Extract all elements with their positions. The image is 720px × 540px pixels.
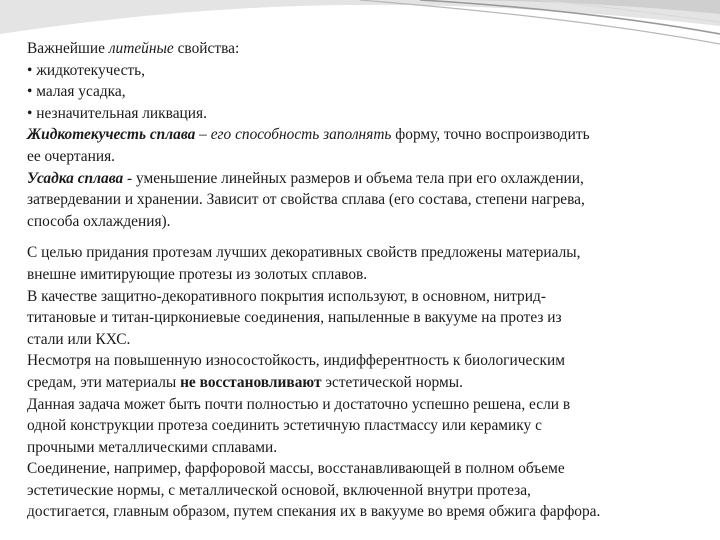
- bullet-item: • жидкотекучесть,: [27, 61, 146, 79]
- casting-properties-block: [27, 38, 711, 232]
- paragraph-line: Соединение, например, фарфоровой массы, восстанавливающей в полном объеме: [27, 460, 565, 478]
- paragraph-line: Данная задача может быть почти полностью и достаточно успешно решена, если в: [27, 395, 571, 413]
- bullet-item: • малая усадка,: [27, 83, 126, 101]
- paragraph-line: С целью придания протезам лучших декоративных свойств предложены материалы,: [27, 244, 581, 262]
- paragraph-line: одной конструкции протеза соединить эстетичную пластмассу или керамику с: [27, 417, 542, 435]
- paragraph-text: средам, эти материалы: [27, 373, 181, 391]
- slide-text: [27, 38, 711, 523]
- heading-prefix: Важнейшие: [27, 40, 109, 57]
- paragraph-line: эстетические нормы, с металлической основой, включенной внутри протеза,: [27, 481, 531, 499]
- decorative-coatings-block: [27, 242, 711, 523]
- paragraph-line: достигается, главным образом, путем спекания их в вакууме во время обжига фарфора.: [27, 503, 601, 521]
- paragraph-line: стали или КХС.: [27, 330, 131, 348]
- fluidity-term: Жидкотекучесть сплава: [27, 126, 196, 144]
- paragraph-line: В качестве защитно-декоративного покрытия используют, в основном, нитрид-: [27, 287, 546, 305]
- fluidity-italic-text: – его способность заполнять: [195, 126, 392, 144]
- shrinkage-text: - уменьшение линейных размеров и объема тела при его охлаждении,: [123, 169, 584, 187]
- shrinkage-definition-line: [27, 168, 711, 190]
- fluidity-definition-line-2: ее очертания.: [27, 147, 116, 165]
- heading-suffix: свойства:: [173, 40, 240, 57]
- paragraph-text: эстетической нормы.: [321, 373, 463, 391]
- fluidity-definition-line: [27, 124, 711, 146]
- shrinkage-definition-line-3: способа охлаждения).: [27, 212, 171, 230]
- paragraph-line: внешне имитирующие протезы из золотых сплавов.: [27, 265, 368, 283]
- shrinkage-definition-line-2: затвердевании и хранении. Зависит от свойства сплава (его состава, степени нагрева,: [27, 191, 585, 209]
- fluidity-text: форму, точно воспроизводить: [391, 126, 590, 144]
- casting-properties-heading: [27, 38, 711, 60]
- heading-italic-word: литейные: [108, 40, 174, 57]
- bullet-item: • незначительная ликвация.: [27, 104, 207, 122]
- emphasis-text: не восстановливают: [180, 373, 322, 391]
- paragraph-line: титановые и титан-циркониевые соединения, напыленные в вакууме на протез из: [27, 309, 562, 327]
- paragraph-line: Несмотря на повышенную износостойкость, индифферентность к биологическим: [27, 352, 565, 370]
- paragraph-line: прочными металлическими сплавами.: [27, 438, 278, 456]
- shrinkage-term: Усадка сплава: [27, 169, 124, 187]
- paragraph-line: [27, 372, 711, 394]
